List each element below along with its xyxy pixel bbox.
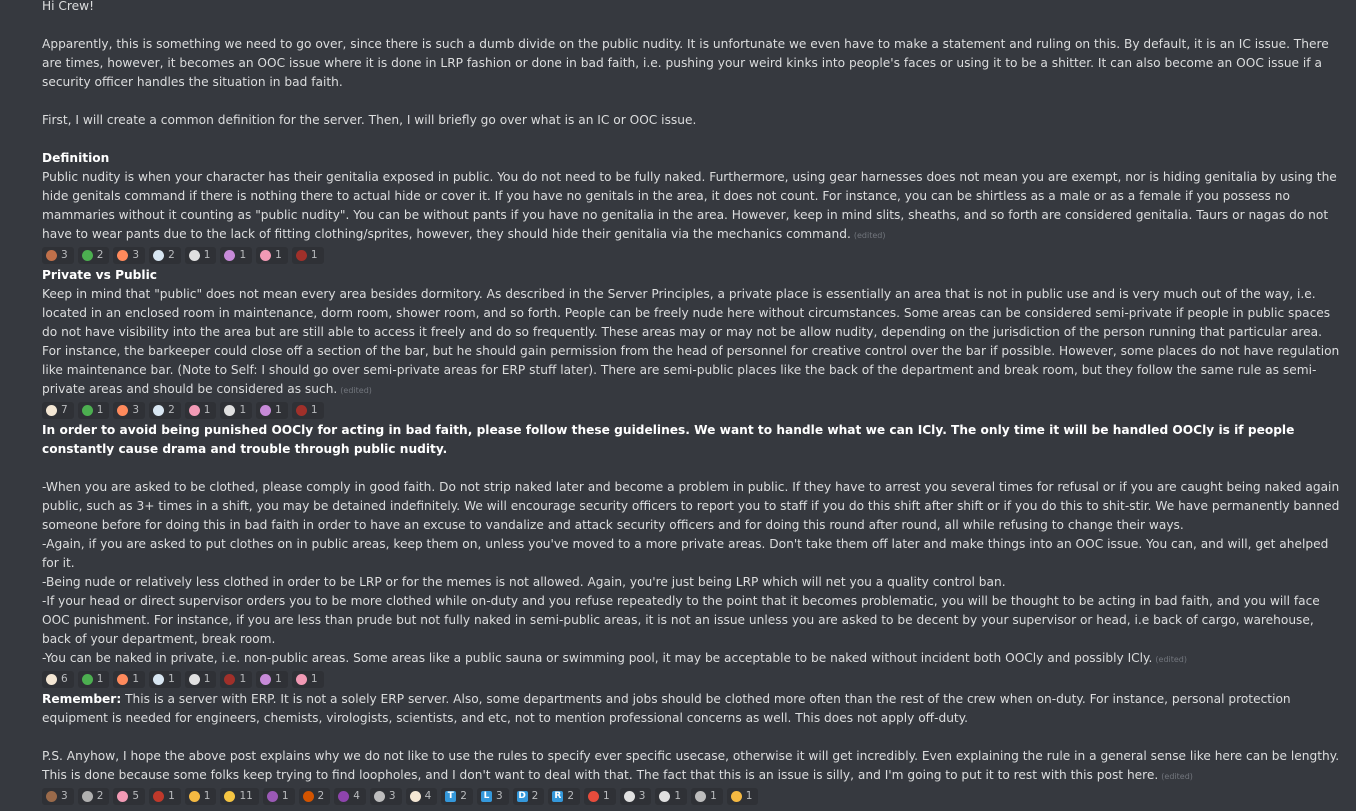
reaction-count: 1 [203, 790, 211, 802]
reaction-count: 1 [168, 673, 175, 685]
green-hook-icon [82, 405, 93, 416]
remember-paragraph [42, 690, 1342, 728]
reaction-button[interactable] [149, 247, 181, 264]
reaction-count: 2 [567, 790, 574, 802]
feather-icon [260, 674, 271, 685]
letter-t-icon: T [445, 791, 456, 802]
reaction-button[interactable] [691, 788, 723, 805]
remember-body: This is a server with ERP. It is not a solely ERP server. Also, some departments and jobs should be clothed more often than the rest of the crew when on-duty. For instance, personal protection equipment is needed for engineers, chemists, virologists, scientists, and etc, not to mention professional concerns as well. This does not apply off-duty. [42, 692, 1291, 725]
private-public-body: Keep in mind that "public" does not mean every area besides dormitory. As described in the Server Principles, a private place is essentially an area that is not in public use and is very much out of the way, i.e. located in an enclosed room in maintenance, dorm room, shower room, and so forth. People can be freely nude here without circumstances. Some areas can be considered semi-private if people in public spaces do not have visibility into the area but are still able to access it freely and do so frequently. These areas may or may not be allow nudity, depending on the jurisdiction of the person running that particular area. For instance, the barkeeper could close off a section of the bar, but he should gain permission from the head of personnel for creative control over the bar if possible. However, some places do not have regulation like maintenance bar. (Note to Self: I should go over semi-private areas for ERP stuff later). There are semi-public places like the back of the department and break room, but they follow the same rule as semi-private areas and should be considered as such. [42, 287, 1340, 396]
reaction-button[interactable] [292, 671, 324, 688]
imp-icon [267, 791, 278, 802]
reaction-button[interactable] [78, 402, 110, 419]
reaction-button[interactable] [220, 671, 252, 688]
reaction-button[interactable] [263, 788, 295, 805]
reaction-button[interactable] [299, 788, 331, 805]
intro-paragraph: Apparently, this is something we need to go over, since there is such a dumb divide on the public nudity. It is unfortunate we even have to make a statement and ruling on this. By default, it is an IC issue. There are times, however, it becomes an OOC issue where it is done in LRP fashion or done in bad faith, i.e. pushing your weird kinks into people's faces or using it to be a shitter. It can also become an OOC issue if a security officer handles the situation in bad faith. [42, 37, 1329, 89]
reaction-button[interactable] [42, 247, 74, 264]
reaction-count: 4 [353, 790, 360, 802]
peach-icon [117, 250, 128, 261]
definition-heading: Definition [42, 151, 110, 165]
reaction-button[interactable] [370, 788, 402, 805]
laugh-icon [731, 791, 742, 802]
paw-icon [189, 674, 200, 685]
reaction-count: 2 [168, 404, 175, 416]
paw-icon [224, 405, 235, 416]
dash-icon [153, 674, 164, 685]
reaction-count: 3 [638, 790, 646, 802]
reaction-count: 1 [275, 404, 282, 416]
reaction-count: 2 [96, 249, 104, 261]
pink-paw-icon [117, 791, 128, 802]
rule-item: -If your head or direct supervisor orders you to be more clothed while on-duty and you refuse repeatedly to the point that it becomes problematic, you will be thought to be acting in bad faith, and you will face OOC punishment. For instance, if you are less than prude but not fully naked in semi-public areas, it is not an issue unless you are asked to be decent by your supervisor or head, i.e back of cargo, warehouse, back of your department, break room. [42, 594, 1320, 646]
rule-item [42, 649, 1342, 669]
reaction-button[interactable] [113, 671, 145, 688]
reaction-count: 3 [388, 790, 396, 802]
feather-icon [260, 405, 271, 416]
pink-paw-icon [260, 250, 271, 261]
greeting-text: Hi Crew! [42, 0, 95, 13]
reaction-count: 1 [96, 673, 104, 685]
reaction-button[interactable] [220, 788, 258, 805]
edited-label: (edited) [340, 386, 372, 395]
reaction-button[interactable] [185, 671, 217, 688]
question-icon [588, 791, 599, 802]
reaction-count: 2 [96, 790, 104, 802]
reaction-button[interactable] [727, 788, 759, 805]
reaction-count: 1 [674, 790, 682, 802]
reaction-button[interactable] [78, 247, 110, 264]
reaction-button[interactable] [513, 788, 545, 805]
reaction-count: 1 [281, 790, 289, 802]
reaction-button[interactable] [292, 247, 324, 264]
green-hook-icon [82, 250, 93, 261]
reaction-bar [42, 671, 1342, 688]
reaction-count: 3 [61, 790, 68, 802]
reaction-button[interactable] [78, 788, 110, 805]
definition-body: Public nudity is when your character has their genitalia exposed in public. You do not need to be fully naked. Furthermore, using gear harnesses does not mean you are exempt, nor is hiding genitalia by using the hide genitals command if there is nothing there to actual hide or cover it. If you have no genitals in the area, it does not count. For instance, you can be shirtless as a male or as a female if you possess no mammaries without it counting as "public nudity". You can be without pants if you have no genitalia in the area. However, keep in mind slits, sheaths, and so forth are considered genitalia. Taurs or nagas do not have to wear pants due to the lack of fitting clothing/sprites, however, they should hide their genitalia via the mechanics command. [42, 170, 1337, 241]
reaction-count: 6 [61, 673, 68, 685]
letter-l-icon: L [481, 791, 492, 802]
ps-paragraph [42, 747, 1342, 786]
private-public-paragraph [42, 285, 1342, 400]
thumbs-up-icon [224, 791, 235, 802]
red-creature-icon [153, 791, 164, 802]
rabbit-icon [695, 791, 706, 802]
reaction-count: 1 [275, 249, 282, 261]
reaction-count: 1 [239, 673, 247, 685]
reaction-button[interactable] [620, 788, 652, 805]
reaction-button[interactable] [220, 247, 252, 264]
edited-label: (edited) [853, 231, 886, 240]
reaction-count: 3 [132, 249, 140, 261]
reaction-count: 1 [310, 249, 318, 261]
reaction-count: 4 [424, 790, 432, 802]
smile-icon [189, 791, 200, 802]
footprints-icon [296, 405, 307, 416]
reaction-button[interactable] [584, 788, 616, 805]
reaction-count: 1 [239, 249, 247, 261]
rock-icon [374, 791, 385, 802]
ps-body: P.S. Anyhow, I hope the above post explains why we do not like to use the rules to specify ever specific usecase, otherwise it will get incredibly. Even explaining the rule in a general sense like here can be lengthy. This is done because some folks keep trying to find loopholes, and I don't want to deal with that. The fact that this is an issue is silly, and I'm going to put it to rest with this post here. [42, 749, 1340, 782]
reaction-count: 2 [460, 790, 467, 802]
reaction-count: 1 [310, 673, 318, 685]
reaction-button[interactable] [441, 788, 473, 805]
letter-d-icon: D [518, 791, 526, 801]
reaction-button[interactable] [42, 402, 74, 419]
cat-box-icon [82, 791, 93, 802]
reaction-button[interactable] [113, 788, 145, 805]
reaction-button[interactable] [477, 788, 509, 805]
skull-icon [624, 791, 635, 802]
pink-paw-icon [296, 674, 307, 685]
rule-item: -When you are asked to be clothed, please comply in good faith. Do not strip naked later and become a problem in public. If they have to arrest you several times for refusal or if you are caught being naked again public, such as 3+ times in a shift, you may be detained indefinitely. We will encourage security officers to report you to staff if you do this shift after shift or if you do this to shit-stir. We have permanently banned someone before for doing this in bad faith in order to have an excuse to vandalize and attack security officers and for doing this round after round, all while refusing to change their ways. [42, 480, 1340, 532]
reaction-count: 3 [495, 790, 503, 802]
rule-item: -Being nude or relatively less clothed in order to be LRP or for the memes is not allowed. Again, you're just being LRP which will net you a quality control ban. [42, 575, 1006, 589]
reaction-button[interactable] [655, 788, 687, 805]
plan-paragraph: First, I will create a common definition for the server. Then, I will briefly go over what is an IC or OOC issue. [42, 113, 697, 127]
reaction-count: 1 [132, 673, 140, 685]
reaction-button[interactable] [406, 788, 438, 805]
reaction-count: 1 [275, 673, 282, 685]
reaction-button[interactable] [220, 402, 252, 419]
rule-text: -You can be naked in private, i.e. non-public areas. Some areas like a public sauna or swimming pool, it may be acceptable to be naked without incident both OOCly and possibly ICly. [42, 651, 1153, 665]
reaction-button[interactable] [185, 402, 217, 419]
guidelines-heading: In order to avoid being punished OOCly for acting in bad faith, please follow these guidelines. We want to handle what we can ICly. The only time it will be handled OOCly is if people constantly cause drama and trouble through public nudity. [42, 423, 1295, 456]
reaction-button[interactable] [149, 788, 181, 805]
reaction-count: 1 [745, 790, 753, 802]
egg-icon [46, 405, 57, 416]
reaction-count: 1 [96, 404, 104, 416]
egg-icon [46, 674, 57, 685]
wave-icon [659, 791, 670, 802]
footprints-icon [224, 674, 235, 685]
reaction-button[interactable] [42, 788, 74, 805]
reaction-button[interactable] [42, 671, 74, 688]
reaction-button[interactable] [256, 247, 288, 264]
reaction-count: 5 [132, 790, 140, 802]
eggplant-icon [338, 791, 349, 802]
reaction-count: 1 [203, 249, 211, 261]
reaction-bar [42, 247, 1342, 264]
reaction-button[interactable] [334, 788, 366, 805]
pink-paw-icon [189, 405, 200, 416]
reaction-count: 2 [531, 790, 539, 802]
green-hook-icon [82, 674, 93, 685]
edited-label: (edited) [1155, 655, 1188, 664]
reaction-button[interactable] [548, 788, 580, 805]
dash-icon [153, 405, 164, 416]
reaction-bar [42, 788, 1342, 805]
reaction-count: 3 [61, 249, 68, 261]
edited-label: (edited) [1161, 772, 1193, 781]
person-icon [303, 791, 314, 802]
reaction-count: 1 [603, 790, 610, 802]
reaction-count: 11 [239, 790, 253, 802]
egg-icon [410, 791, 421, 802]
reaction-button[interactable] [78, 671, 110, 688]
reaction-count: 1 [203, 673, 211, 685]
reaction-button[interactable] [113, 247, 145, 264]
reaction-count: 1 [239, 404, 247, 416]
reaction-button[interactable] [149, 671, 181, 688]
face-emoji-icon [46, 250, 57, 261]
reaction-count: 7 [61, 404, 68, 416]
cat-face-icon [46, 791, 57, 802]
peach-icon [117, 405, 128, 416]
reaction-button[interactable] [256, 402, 288, 419]
reaction-bar [42, 402, 1342, 419]
reaction-count: 2 [168, 249, 175, 261]
definition-paragraph [42, 168, 1342, 245]
reaction-count: 1 [310, 404, 318, 416]
feather-icon [224, 250, 235, 261]
rule-item: -Again, if you are asked to put clothes on in public areas, keep them on, unless you've moved to a more private areas. Don't take them off later and make things into an OOC issue. You can, and will, get ahelped for it. [42, 537, 1329, 570]
dash-icon [153, 250, 164, 261]
paw-icon [189, 250, 200, 261]
reaction-button[interactable] [256, 671, 288, 688]
reaction-count: 3 [132, 404, 140, 416]
reaction-count: 1 [203, 404, 211, 416]
reaction-button[interactable] [149, 402, 181, 419]
reaction-button[interactable] [113, 402, 145, 419]
reaction-button[interactable] [185, 788, 217, 805]
private-public-heading: Private vs Public [42, 268, 157, 282]
reaction-button[interactable] [292, 402, 324, 419]
reaction-count: 1 [710, 790, 717, 802]
reaction-button[interactable] [185, 247, 217, 264]
reaction-count: 1 [168, 790, 175, 802]
reaction-count: 2 [317, 790, 325, 802]
footprints-icon [296, 250, 307, 261]
letter-r-icon: R [552, 791, 563, 802]
peach-icon [117, 674, 128, 685]
remember-label: Remember: [42, 692, 122, 706]
